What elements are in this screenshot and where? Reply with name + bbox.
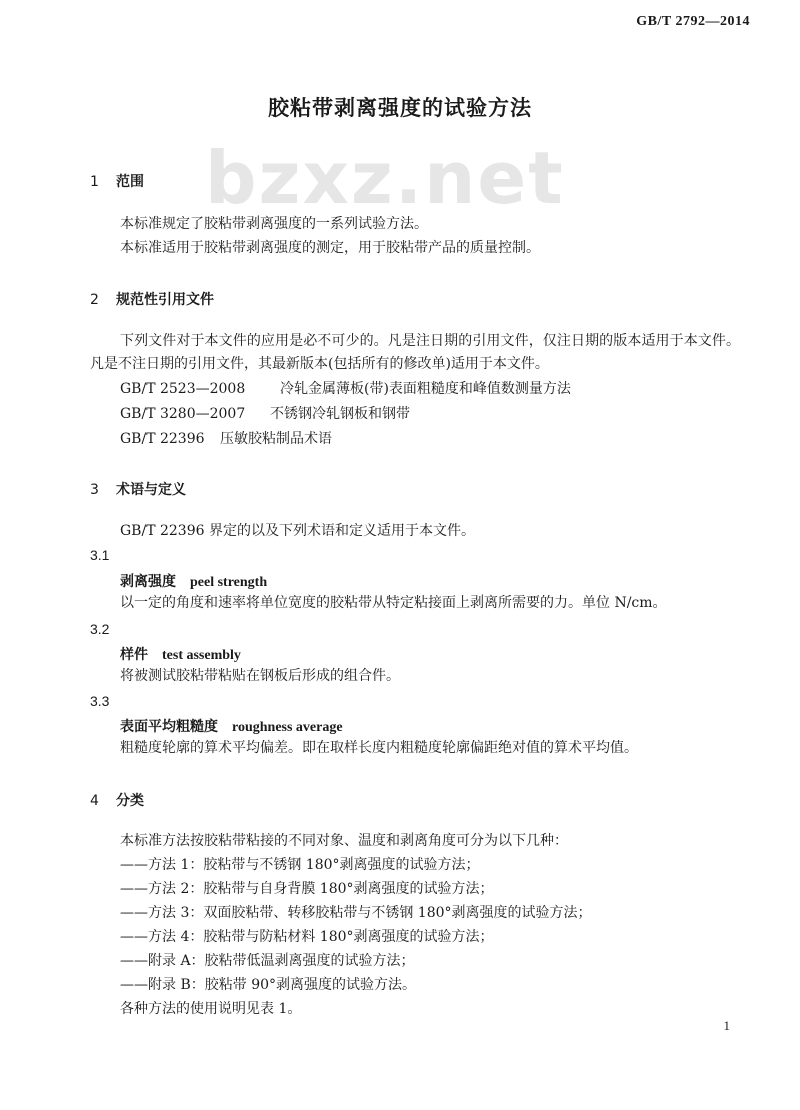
list-item: ——附录 B：胶粘带 90°剥离强度的试验方法。: [120, 977, 417, 993]
section-number: 4: [90, 793, 99, 809]
term-zh: 剥离强度: [120, 574, 176, 590]
section-title: 范围: [116, 174, 144, 190]
page-number: 1: [723, 1018, 730, 1033]
list-item: ——方法 1：胶粘带与不锈钢 180°剥离强度的试验方法；: [120, 857, 480, 873]
list-item: ——附录 A：胶粘带低温剥离强度的试验方法；: [120, 953, 415, 969]
reference-name: 压敏胶粘制品术语: [220, 431, 332, 447]
list-item: ——方法 2：胶粘带与自身背膜 180°剥离强度的试验方法；: [120, 881, 494, 897]
paragraph: 本标准方法按胶粘带粘接的不同对象、温度和剥离角度可分为以下几种：: [120, 833, 568, 849]
term-zh: 样件: [120, 647, 148, 663]
reference-item: [120, 378, 571, 400]
term-name: [120, 571, 267, 591]
reference-code: GB/T 22396: [120, 431, 205, 447]
section-4-heading: [90, 790, 144, 810]
term-en: test assembly: [162, 648, 241, 663]
reference-code: GB/T 2523—2008: [120, 381, 246, 397]
term-definition: 将被测试胶粘带粘贴在钢板后形成的组合件。: [120, 668, 400, 684]
standard-code: GB/T 2792—2014: [636, 14, 750, 29]
document-title: 胶粘带剥离强度的试验方法: [268, 96, 532, 120]
term-number: 3.2: [90, 621, 110, 637]
reference-item: [120, 428, 332, 450]
paragraph: GB/T 22396 界定的以及下列术语和定义适用于本文件。: [120, 523, 475, 539]
list-item: ——方法 3：双面胶粘带、转移胶粘带与不锈钢 180°剥离强度的试验方法；: [120, 905, 592, 921]
section-number: 3: [90, 482, 99, 498]
paragraph: 下列文件对于本文件的应用是必不可少的。凡是注日期的引用文件，仅注日期的版本适用于本文件。凡是不注日期的引用文件，其最新版本(包括所有的修改单)适用于本文件。: [90, 333, 740, 372]
term-definition: 粗糙度轮廓的算术平均偏差。即在取样长度内粗糙度轮廓偏距绝对值的算术平均值。: [120, 740, 638, 756]
section-3-heading: [90, 479, 186, 499]
section-title: 分类: [116, 793, 144, 809]
term-name: [120, 644, 241, 664]
section-2-heading: [90, 289, 214, 309]
section-number: 2: [90, 292, 99, 308]
term-number: 3.1: [90, 547, 110, 563]
paragraph: 各种方法的使用说明见表 1。: [120, 1001, 302, 1017]
reference-item: [120, 403, 410, 425]
list-item: ——方法 4：胶粘带与防粘材料 180°剥离强度的试验方法；: [120, 929, 494, 945]
term-name: [120, 716, 343, 736]
section-title: 术语与定义: [116, 482, 186, 498]
section-1-heading: [90, 171, 144, 191]
reference-code: GB/T 3280—2007: [120, 406, 246, 422]
section-title: 规范性引用文件: [116, 292, 214, 308]
term-en: peel strength: [190, 575, 268, 590]
reference-name: 不锈钢冷轧钢板和钢带: [270, 406, 410, 422]
reference-name: 冷轧金属薄板(带)表面粗糙度和峰值数测量方法: [280, 381, 571, 397]
paragraph: 本标准适用于胶粘带剥离强度的测定，用于胶粘带产品的质量控制。: [120, 240, 540, 256]
term-zh: 表面平均粗糙度: [120, 719, 218, 735]
watermark-logo: bzxz.net: [205, 136, 565, 220]
paragraph: 本标准规定了胶粘带剥离强度的一系列试验方法。: [120, 216, 428, 232]
term-number: 3.3: [90, 693, 110, 709]
term-en: roughness average: [232, 720, 343, 735]
term-definition: 以一定的角度和速率将单位宽度的胶粘带从特定粘接面上剥离所需要的力。单位 N/cm。: [120, 595, 667, 611]
section-number: 1: [90, 174, 99, 190]
